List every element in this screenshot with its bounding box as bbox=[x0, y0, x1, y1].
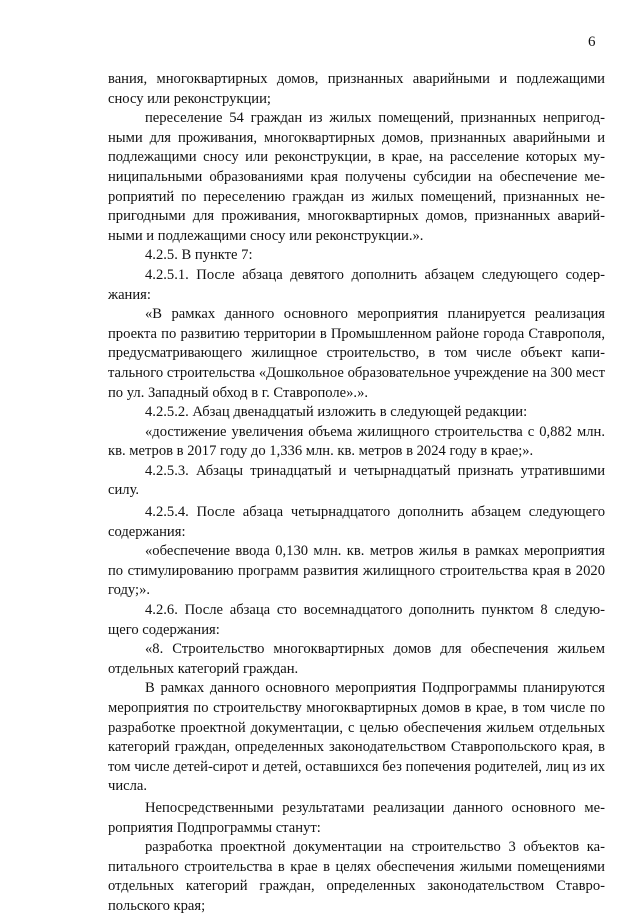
paragraph: разработка проектной документации на строительство 3 объектов капитального строительства в крае в целях обеспечения жилыми помещениями отдельных категорий граждан, определенных законодательством Ставропольского края; bbox=[108, 839, 605, 914]
paragraph: вания, многоквартирных домов, признанных аварийными и подлежащими сносу или реконструкции; bbox=[108, 71, 605, 107]
paragraph: В рамках данного основного мероприятия Подпрограммы планируются мероприятия по строительству многоквартирных домов в крае, в том числе по разработке проектной документации, с целью обеспечения жильем отдельных категорий граждан, определенных законодательством Ставропольского края, в том числе детей-сирот и детей, оставшихся без попечения родителей, лиц из их числа. bbox=[108, 680, 605, 795]
paragraph: 4.2.5. В пункте 7: bbox=[145, 247, 253, 264]
paragraph: переселение 54 граждан из жилых помещений, признанных непригодными для проживания, многоквартирных домов, признанных аварийными и подлежащими сносу или реконструкции, в крае, на расселение которых муниципальными образованиями края получены субсидии на обеспечение мероприятий по переселению граждан из жилых помещений, признанных непригодными для проживания, многоквартирных домов, признанных аварийными и подлежащими сносу или реконструкции.». bbox=[108, 110, 605, 244]
paragraph: 4.2.5.4. После абзаца четырнадцатого дополнить абзацем следующего содержания: bbox=[108, 504, 605, 540]
paragraph: «8. Строительство многоквартирных домов для обеспечения жильем отдельных категорий граждан. bbox=[108, 641, 605, 677]
paragraph: 4.2.5.1. После абзаца девятого дополнить абзацем следующего содержания: bbox=[108, 266, 605, 303]
paragraph: «достижение увеличения объема жилищного строительства с 0,882 млн. кв. метров в 2017 году до 1,336 млн. кв. метров в 2024 году в крае;». bbox=[108, 423, 605, 460]
paragraph: 4.2.5.2. Абзац двенадцатый изложить в следующей редакции: bbox=[145, 404, 528, 421]
paragraph: «В рамках данного основного мероприятия планируется реализация проекта по развитию территории в Промышленном районе города Ставрополя, предусматривающего жилищное строительство, в том числе объект капитального строительства «Дошкольное образовательное учреждение на 300 мест по ул. Западный обход в г. Ставрополе».». bbox=[108, 306, 605, 401]
paragraph: 4.2.6. После абзаца сто восемнадцатого дополнить пунктом 8 следующего содержания: bbox=[108, 602, 605, 638]
paragraph: «обеспечение ввода 0,130 млн. кв. метров жилья в рамках мероприятия по стимулированию программ развития жилищного строительства края в 2020 году;». bbox=[108, 543, 605, 599]
paragraph: 4.2.5.3. Абзацы тринадцатый и четырнадцатый признать утратившими силу. bbox=[108, 462, 605, 499]
paragraph: Непосредственными результатами реализации данного основного мероприятия Подпрограммы станут: bbox=[108, 799, 605, 836]
document-body bbox=[108, 70, 605, 917]
page-number: 6 bbox=[588, 34, 596, 50]
